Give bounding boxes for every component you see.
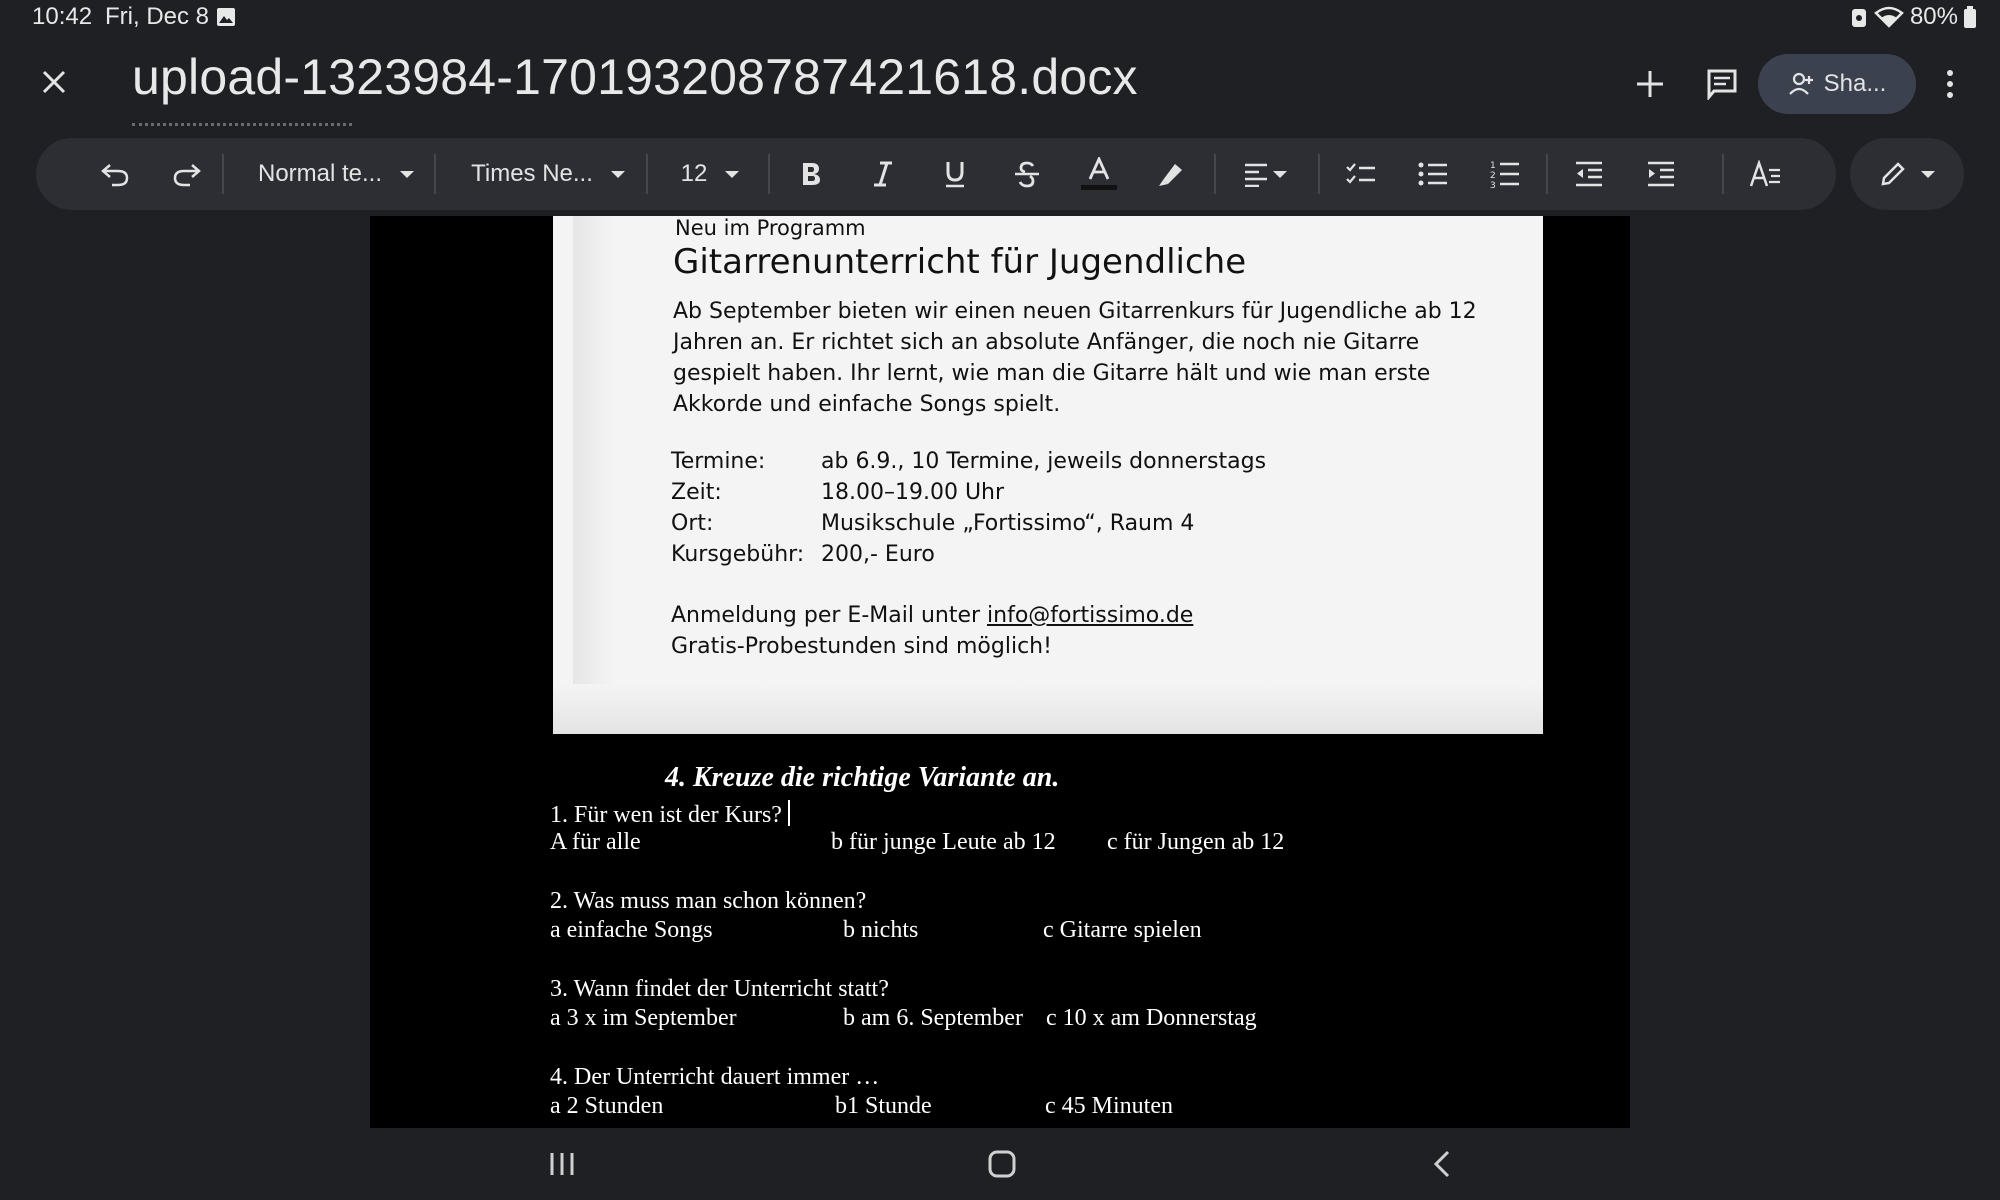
plus-icon xyxy=(1635,69,1665,99)
formatting-toolbar xyxy=(36,138,1836,210)
editing-mode-button[interactable] xyxy=(1850,138,1964,210)
bulleted-list-button[interactable] xyxy=(1408,138,1458,210)
flyer-kicker: Neu im Programm xyxy=(675,216,866,240)
option-a: a 3 x im September xyxy=(550,1005,737,1031)
svg-text:1: 1 xyxy=(1490,161,1496,171)
recent-apps-button[interactable] xyxy=(540,1142,584,1186)
comments-button[interactable] xyxy=(1702,64,1742,104)
option-b: b für junge Leute ab 12 xyxy=(831,829,1056,855)
system-nav-bar xyxy=(0,1128,2000,1200)
chevron-down-icon xyxy=(1921,171,1935,178)
option-b: b nichts xyxy=(843,917,919,943)
share-button[interactable] xyxy=(1758,54,1916,114)
chevron-down-icon xyxy=(725,171,739,178)
toolbar-divider xyxy=(646,154,648,194)
detail-value: 200,- Euro xyxy=(821,542,935,567)
title-underline xyxy=(132,122,352,126)
flyer-footer xyxy=(671,600,1193,662)
signup-line xyxy=(671,600,1193,631)
increase-indent-button[interactable] xyxy=(1636,138,1686,210)
svg-text:3: 3 xyxy=(1490,181,1496,189)
redo-icon xyxy=(172,161,202,187)
question-text: 1. Für wen ist der Kurs? xyxy=(550,802,782,828)
back-button[interactable] xyxy=(1420,1142,1464,1186)
home-button[interactable] xyxy=(980,1142,1024,1186)
option-b: b1 Stunde xyxy=(835,1093,932,1119)
question-1 xyxy=(550,800,790,829)
checklist-icon xyxy=(1345,161,1377,187)
toolbar-divider xyxy=(768,154,770,194)
flyer-detail-row xyxy=(671,446,1266,477)
text-color-button[interactable] xyxy=(1074,138,1124,210)
document-title[interactable]: upload-1323984-170193208787421618.docx xyxy=(132,49,1138,105)
more-vert-icon xyxy=(1946,69,1954,99)
svg-text:2: 2 xyxy=(1490,171,1496,181)
strikethrough-button[interactable] xyxy=(1002,138,1052,210)
toolbar-divider xyxy=(1214,154,1216,194)
checklist-button[interactable] xyxy=(1336,138,1386,210)
toolbar-divider xyxy=(1318,154,1320,194)
option-b: b am 6. September xyxy=(843,1005,1023,1031)
decrease-indent-icon xyxy=(1574,160,1604,188)
status-date: Fri, Dec 8 xyxy=(105,3,210,30)
more-options-button[interactable] xyxy=(1936,64,1964,104)
toolbar-divider xyxy=(222,154,224,194)
bold-icon xyxy=(800,161,822,187)
flyer-title: Gitarrenunterricht für Jugendliche xyxy=(673,242,1247,282)
underline-icon xyxy=(943,160,967,188)
font-size-dropdown[interactable] xyxy=(660,138,760,210)
option-c: c 10 x am Donnerstag xyxy=(1046,1005,1257,1031)
question-2: 2. Was muss man schon können? xyxy=(550,888,867,914)
toolbar-divider xyxy=(434,154,436,194)
question-3: 3. Wann findet der Unterricht statt? xyxy=(550,976,889,1002)
detail-key: Zeit: xyxy=(671,480,722,505)
back-icon xyxy=(1432,1149,1452,1179)
paragraph-style-dropdown[interactable] xyxy=(236,138,436,210)
image-notification-icon xyxy=(216,7,236,27)
add-person-icon xyxy=(1788,72,1814,96)
close-icon xyxy=(40,68,68,96)
option-c: c 45 Minuten xyxy=(1045,1093,1173,1119)
underline-button[interactable] xyxy=(930,138,980,210)
pencil-icon xyxy=(1879,160,1907,188)
status-time: 10:42 xyxy=(32,3,93,30)
numbered-list-icon xyxy=(1490,159,1520,189)
increase-indent-icon xyxy=(1646,160,1676,188)
signup-prefix: Anmeldung per E-Mail unter xyxy=(671,603,988,628)
chevron-down-icon xyxy=(1273,171,1287,178)
paragraph-style-label: Normal te... xyxy=(257,160,383,187)
decrease-indent-button[interactable] xyxy=(1564,138,1614,210)
clear-formatting-button[interactable] xyxy=(1740,138,1790,210)
option-c: c für Jungen ab 12 xyxy=(1107,829,1285,855)
option-a: a einfache Songs xyxy=(550,917,713,943)
undo-icon xyxy=(100,161,130,187)
option-c: c Gitarre spielen xyxy=(1043,917,1202,943)
detail-key: Ort: xyxy=(671,511,714,536)
chevron-down-icon xyxy=(400,171,414,178)
font-size-label: 12 xyxy=(680,160,708,187)
home-icon xyxy=(987,1149,1017,1179)
wifi-icon xyxy=(1874,6,1904,28)
flyer-body: Ab September bieten wir einen neuen Gitarrenkurs für Jugendliche ab 12 Jahren an. Er richtet sich an absolute Anfänger, die noch nie Gitarre gespielt haben. Ihr lernt, wie man die Gitarre hält und wie man erste Akkorde und einfache Songs spielt. xyxy=(673,299,1477,417)
detail-value: 18.00–19.00 Uhr xyxy=(821,480,1005,505)
detail-value: ab 6.9., 10 Termine, jeweils donnerstags xyxy=(821,449,1267,474)
text-color-icon xyxy=(1081,157,1117,191)
flyer-detail-row xyxy=(671,539,1266,570)
option-a: A für alle xyxy=(550,829,641,855)
font-family-label: Times Ne... xyxy=(471,160,593,187)
battery-saver-icon xyxy=(1850,6,1868,28)
bulleted-list-icon xyxy=(1418,161,1448,187)
share-label: Sha... xyxy=(1823,70,1887,97)
align-left-icon xyxy=(1243,161,1269,187)
bold-button[interactable] xyxy=(786,138,836,210)
status-bar xyxy=(0,0,2000,36)
undo-button[interactable] xyxy=(90,138,140,210)
trial-line: Gratis-Probestunden sind möglich! xyxy=(671,634,1052,659)
highlighter-icon xyxy=(1157,160,1185,188)
highlight-button[interactable] xyxy=(1146,138,1196,210)
option-a: a 2 Stunden xyxy=(550,1093,664,1119)
text-cursor xyxy=(788,800,790,826)
flyer-detail-row xyxy=(671,508,1266,539)
battery-icon xyxy=(1964,6,1976,28)
battery-percent: 80% xyxy=(1909,3,1958,30)
alignment-dropdown[interactable] xyxy=(1230,138,1300,210)
font-family-dropdown[interactable] xyxy=(448,138,648,210)
quiz-heading: 4. Kreuze die richtige Variante an. xyxy=(665,762,1060,793)
email-link: info@fortissimo.de xyxy=(987,603,1194,628)
close-button[interactable] xyxy=(36,64,72,100)
flyer-details xyxy=(671,446,1266,570)
toolbar-divider xyxy=(1546,154,1548,194)
question-4: 4. Der Unterricht dauert immer … xyxy=(550,1064,880,1090)
insert-button[interactable] xyxy=(1630,64,1670,104)
detail-key: Termine: xyxy=(671,449,766,474)
strikethrough-icon xyxy=(1013,160,1041,188)
italic-icon xyxy=(872,161,894,187)
numbered-list-button[interactable] xyxy=(1480,138,1530,210)
detail-value: Musikschule „Fortissimo“, Raum 4 xyxy=(821,511,1195,536)
flyer-detail-row xyxy=(671,477,1266,508)
redo-button[interactable] xyxy=(162,138,212,210)
chevron-down-icon xyxy=(611,171,625,178)
italic-button[interactable] xyxy=(858,138,908,210)
comment-icon xyxy=(1706,68,1738,100)
status-right xyxy=(1850,3,1976,31)
embedded-flyer-image[interactable] xyxy=(553,216,1543,734)
detail-key: Kursgebühr: xyxy=(671,542,805,567)
text-format-icon xyxy=(1749,160,1781,188)
recent-apps-icon xyxy=(548,1151,576,1177)
toolbar-divider xyxy=(1722,154,1724,194)
